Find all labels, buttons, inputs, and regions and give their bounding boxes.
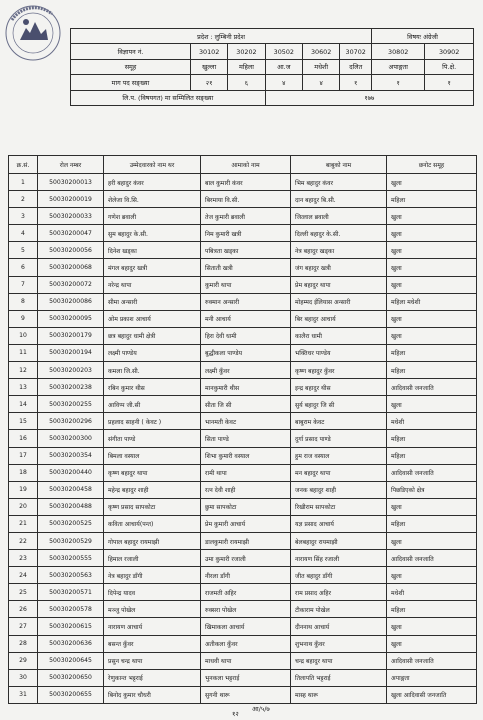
ad-number-cell: 30702	[340, 44, 372, 59]
serial-number-cell: 14	[9, 396, 38, 413]
roll-number-cell: 50030200033	[38, 208, 104, 225]
mother-name-cell: सीता जि सी	[201, 396, 291, 413]
candidate-name-cell: हिमाल रजाली	[104, 550, 201, 567]
roll-number-cell: 50030200203	[38, 362, 104, 379]
serial-number-cell: 3	[9, 208, 38, 225]
candidate-name-cell: सुम बहादुर के.सी.	[104, 225, 201, 242]
serial-number-cell: 24	[9, 567, 38, 584]
selection-group-cell: महिला	[387, 601, 477, 618]
selection-group-cell: आदिवासी जनजाति	[387, 464, 477, 481]
father-name-cell: बिर बहादुर आचार्य	[291, 310, 387, 327]
mother-name-cell: निम कुमारी खत्री	[201, 225, 291, 242]
roll-number-cell: 50030200255	[38, 396, 104, 413]
header-province-row	[71, 29, 474, 44]
mother-name-cell: मनी आचार्य	[201, 310, 291, 327]
roll-number-cell: 50030200571	[38, 584, 104, 601]
signature: आ/५/७	[252, 705, 270, 713]
candidate-name-cell: ओम प्रकाश आचार्य	[104, 310, 201, 327]
father-name-cell: राम प्रसाद अहिर	[291, 584, 387, 601]
mother-name-cell: रुक्सरा पोखेल	[201, 601, 291, 618]
selection-group-cell: महिला मधेशी	[387, 293, 477, 310]
serial-number-cell: 17	[9, 447, 38, 464]
column-header: आमाको नाम	[201, 156, 291, 174]
table-row	[9, 515, 477, 532]
posts-cell: ६	[228, 75, 265, 90]
candidate-name-cell: बसन्त कुँवर	[104, 635, 201, 652]
table-row	[9, 464, 477, 481]
mother-name-cell: सिताती खत्री	[201, 259, 291, 276]
header-ad-row	[71, 44, 474, 59]
mother-name-cell: छुमा सापकोटा	[201, 498, 291, 515]
table-row	[9, 532, 477, 549]
roll-number-cell: 50030200095	[38, 310, 104, 327]
roll-number-cell: 50030200655	[38, 686, 104, 703]
roll-number-cell: 50030200563	[38, 567, 104, 584]
mother-name-cell: हिरा देवी धामी	[201, 327, 291, 344]
column-header: उम्मेदवारको नाम थर	[104, 156, 201, 174]
roll-number-cell: 50030200650	[38, 669, 104, 686]
father-name-cell: कालैरा धामी	[291, 327, 387, 344]
father-name-cell: इन्द्र बहादुर थीस	[291, 379, 387, 396]
group-cell: अपाङ्गता	[372, 59, 425, 74]
table-row	[9, 362, 477, 379]
mother-name-cell: कुमारी थापा	[201, 276, 291, 293]
candidate-name-cell: कृष्ण बहादुर थापा	[104, 464, 201, 481]
selection-group-cell: खुला	[387, 567, 477, 584]
posts-label: माग पद सङ्ख्या	[71, 75, 191, 90]
candidate-name-cell: मञ्जु पोखेल	[104, 601, 201, 618]
roll-number-cell: 50030200013	[38, 174, 104, 191]
table-row	[9, 208, 477, 225]
mother-name-cell: खिमाकला आचार्य	[201, 618, 291, 635]
father-name-cell: टीकाराम पोखेल	[291, 601, 387, 618]
table-row	[9, 174, 477, 191]
serial-number-cell: 11	[9, 344, 38, 361]
father-name-cell: हुम राज वस्याल	[291, 447, 387, 464]
roll-number-cell: 50030200354	[38, 447, 104, 464]
mother-name-cell: रुक्मान अन्सारी	[201, 293, 291, 310]
mother-name-cell: बिरमाया वि.सी.	[201, 191, 291, 208]
father-name-cell: तिलापति भट्टराई	[291, 669, 387, 686]
table-row	[9, 259, 477, 276]
father-name-cell: जनक बहादुर शाही	[291, 481, 387, 498]
father-name-cell: बेलबहादुर रायमाझी	[291, 532, 387, 549]
father-name-cell: मास्ह थारू	[291, 686, 387, 703]
posts-cell: १	[425, 75, 474, 90]
selection-group-cell: महिला	[387, 447, 477, 464]
table-row	[9, 686, 477, 703]
serial-number-cell: 20	[9, 498, 38, 515]
serial-number-cell: 26	[9, 601, 38, 618]
mother-name-cell: राजमती अहिर	[201, 584, 291, 601]
serial-number-cell: 10	[9, 327, 38, 344]
roll-number-cell: 50030200645	[38, 652, 104, 669]
government-emblem-icon	[2, 2, 64, 64]
candidate-name-cell: गोपाल बहादुर रायमाझी	[104, 532, 201, 549]
father-name-cell: यज्ञ प्रसाद आचार्य	[291, 515, 387, 532]
candidate-name-cell: दिपेन्द्र यादव	[104, 584, 201, 601]
father-name-cell: भिम बहादुर कंवर	[291, 174, 387, 191]
selection-group-cell: महिला	[387, 344, 477, 361]
roll-number-cell: 50030200072	[38, 276, 104, 293]
father-name-cell: दान बहादुर बि.सी.	[291, 191, 387, 208]
column-header: क्र.सं.	[9, 156, 38, 174]
roll-number-cell: 50030200056	[38, 242, 104, 259]
candidate-name-cell: प्रसुन चन्द्र थापा	[104, 652, 201, 669]
table-row	[9, 498, 477, 515]
total-value: १७७	[265, 90, 473, 105]
roll-number-cell: 50030200300	[38, 430, 104, 447]
father-name-cell: नेत्र बहादुर खड्का	[291, 242, 387, 259]
serial-number-cell: 19	[9, 481, 38, 498]
roll-number-cell: 50030200194	[38, 344, 104, 361]
ad-number-cell: 30202	[228, 44, 265, 59]
table-header-row	[9, 156, 477, 174]
candidate-name-cell: कृष्ण प्रसाद सापकोटा	[104, 498, 201, 515]
father-name-cell: जीत बहादुर डाँगी	[291, 567, 387, 584]
table-row	[9, 669, 477, 686]
mother-name-cell: सिता पाण्डे	[201, 430, 291, 447]
table-row	[9, 413, 477, 430]
table-row	[9, 379, 477, 396]
mother-name-cell: शिभा कुमारी वस्याल	[201, 447, 291, 464]
ad-number-cell: 30502	[265, 44, 302, 59]
mother-name-cell: उमा कुमारी रजाली	[201, 550, 291, 567]
candidate-name-cell: नारायण आचार्य	[104, 618, 201, 635]
table-row	[9, 618, 477, 635]
selection-group-cell: अपाङ्गता	[387, 669, 477, 686]
candidate-name-cell: रेणुकान्त भट्टराई	[104, 669, 201, 686]
candidate-name-cell: शेलेजा वि.सि.	[104, 191, 201, 208]
subject-label: विषयः अंग्रेजी	[372, 29, 474, 44]
mother-name-cell: तेज कुमारी ब्रवाली	[201, 208, 291, 225]
selection-group-cell: आदिवासी जनजाति	[387, 379, 477, 396]
mother-name-cell: नीरला डाँगी	[201, 567, 291, 584]
selection-group-cell: खुला	[387, 208, 477, 225]
table-row	[9, 276, 477, 293]
father-name-cell: प्रेम बहादुर थापा	[291, 276, 387, 293]
selection-group-cell: मधेशी	[387, 413, 477, 430]
total-label: लि.प. (विषयगत) मा सम्मिलित सङ्ख्या	[71, 90, 266, 105]
candidate-name-cell: संगीता पाण्डे	[104, 430, 201, 447]
selection-group-cell: खुला	[387, 174, 477, 191]
table-row	[9, 191, 477, 208]
serial-number-cell: 5	[9, 242, 38, 259]
father-name-cell: जंग बहादुर खत्री	[291, 259, 387, 276]
father-name-cell: दिल्ली बहादुर के.सी.	[291, 225, 387, 242]
serial-number-cell: 22	[9, 532, 38, 549]
selection-group-cell: पिछडिएको क्षेत्र	[387, 481, 477, 498]
selection-group-cell: महिला	[387, 191, 477, 208]
candidate-name-cell: कविता आचार्य(पन्त)	[104, 515, 201, 532]
candidate-name-cell: लक्ष्मी पाण्डेय	[104, 344, 201, 361]
roll-number-cell: 50030200238	[38, 379, 104, 396]
selection-group-cell: खुला	[387, 259, 477, 276]
mother-name-cell: अतीकला कुँवर	[201, 635, 291, 652]
roll-number-cell: 50030200525	[38, 515, 104, 532]
candidate-name-cell: नरेन्द्र थापा	[104, 276, 201, 293]
header-total-row	[71, 90, 474, 105]
roll-number-cell: 50030200296	[38, 413, 104, 430]
ad-number-cell: 30602	[302, 44, 339, 59]
serial-number-cell: 18	[9, 464, 38, 481]
father-name-cell: भक्तिधर पाण्डेय	[291, 344, 387, 361]
roll-number-cell: 50030200615	[38, 618, 104, 635]
mother-name-cell: भुनकला भट्टराई	[201, 669, 291, 686]
serial-number-cell: 9	[9, 310, 38, 327]
selection-group-cell: आदिवासी जनजाति	[387, 652, 477, 669]
candidate-name-cell: रबिन कुमार थीस	[104, 379, 201, 396]
selection-group-cell: खुला	[387, 635, 477, 652]
selection-group-cell: खुला	[387, 618, 477, 635]
table-row	[9, 225, 477, 242]
roll-number-cell: 50030200440	[38, 464, 104, 481]
serial-number-cell: 16	[9, 430, 38, 447]
candidate-name-cell: प्रहलाद साहनी ( केवट )	[104, 413, 201, 430]
page-footer	[0, 707, 483, 720]
group-cell: पि.क्षे.	[425, 59, 474, 74]
table-row	[9, 550, 477, 567]
serial-number-cell: 13	[9, 379, 38, 396]
posts-cell: ४	[265, 75, 302, 90]
page-number: १२	[232, 710, 239, 718]
selection-group-cell: खुला	[387, 225, 477, 242]
mother-name-cell: पबित्रता खड्का	[201, 242, 291, 259]
selection-group-cell: खुला आदिवासी जनजाति	[387, 686, 477, 703]
roll-number-cell: 50030200019	[38, 191, 104, 208]
roll-number-cell: 50030200488	[38, 498, 104, 515]
group-cell: मधेशी	[302, 59, 339, 74]
serial-number-cell: 6	[9, 259, 38, 276]
roll-number-cell: 50030200555	[38, 550, 104, 567]
father-name-cell: बाबुराम केवट	[291, 413, 387, 430]
serial-number-cell: 21	[9, 515, 38, 532]
father-name-cell: मन बहादुर थापा	[291, 464, 387, 481]
serial-number-cell: 15	[9, 413, 38, 430]
father-name-cell: चन्द्र बहादुर थापा	[291, 652, 387, 669]
selection-group-cell: खुला	[387, 532, 477, 549]
posts-cell: २१	[190, 75, 227, 90]
father-name-cell: मोहम्मद ईलियास अन्सारी	[291, 293, 387, 310]
serial-number-cell: 12	[9, 362, 38, 379]
selection-group-cell: खुला	[387, 396, 477, 413]
table-row	[9, 396, 477, 413]
roll-number-cell: 50030200636	[38, 635, 104, 652]
table-row	[9, 447, 477, 464]
candidate-name-cell: कमला जि.सी.	[104, 362, 201, 379]
header-group-row	[71, 59, 474, 74]
selection-group-cell: महिला	[387, 430, 477, 447]
father-name-cell: शुभनाथ कुँवर	[291, 635, 387, 652]
group-cell: महिला	[228, 59, 265, 74]
roll-number-cell: 50030200529	[38, 532, 104, 549]
candidate-name-cell: महेन्द्र बहादुर शाही	[104, 481, 201, 498]
candidate-name-cell: बिमला वस्याल	[104, 447, 201, 464]
mother-name-cell: मानकुमारी थीस	[201, 379, 291, 396]
table-row	[9, 567, 477, 584]
father-name-cell: सुर्य बहादुर जि सी	[291, 396, 387, 413]
roll-number-cell: 50030200047	[38, 225, 104, 242]
mother-name-cell: माधवी थापा	[201, 652, 291, 669]
column-header: रोल नम्बर	[38, 156, 104, 174]
ad-number-cell: 30102	[190, 44, 227, 59]
roll-number-cell: 50030200578	[38, 601, 104, 618]
mother-name-cell: रामी थापा	[201, 464, 291, 481]
serial-number-cell: 25	[9, 584, 38, 601]
table-row	[9, 635, 477, 652]
table-row	[9, 430, 477, 447]
serial-number-cell: 28	[9, 635, 38, 652]
table-row	[9, 584, 477, 601]
selection-group-cell: महिला	[387, 515, 477, 532]
serial-number-cell: 2	[9, 191, 38, 208]
roll-number-cell: 50030200068	[38, 259, 104, 276]
candidate-name-cell: नेत्र बहादुर डाँगी	[104, 567, 201, 584]
serial-number-cell: 23	[9, 550, 38, 567]
selection-group-cell: खुला	[387, 276, 477, 293]
table-row	[9, 481, 477, 498]
selection-group-cell: खुला	[387, 327, 477, 344]
table-row	[9, 344, 477, 361]
selection-group-cell: खुला	[387, 498, 477, 515]
table-row	[9, 652, 477, 669]
posts-cell: ४	[302, 75, 339, 90]
vacancy-summary-table	[70, 28, 474, 106]
mother-name-cell: भानमती केवट	[201, 413, 291, 430]
mother-name-cell: सुगनी थारू	[201, 686, 291, 703]
header-posts-row	[71, 75, 474, 90]
roll-number-cell: 50030200179	[38, 327, 104, 344]
ad-number-cell: 30802	[372, 44, 425, 59]
selection-group-cell: खुला	[387, 242, 477, 259]
father-name-cell: दीननाथ आचार्य	[291, 618, 387, 635]
ad-number-label: विज्ञापन नं.	[71, 44, 191, 59]
father-name-cell: दुर्गा प्रसाद पाण्डे	[291, 430, 387, 447]
group-cell: दलित	[340, 59, 372, 74]
serial-number-cell: 30	[9, 669, 38, 686]
candidate-name-cell: आविप्प जी.सी	[104, 396, 201, 413]
posts-cell: १	[340, 75, 372, 90]
mother-name-cell: डालकुमारी रायमाझी	[201, 532, 291, 549]
mother-name-cell: लक्ष्मी कुँवर	[201, 362, 291, 379]
serial-number-cell: 29	[9, 652, 38, 669]
serial-number-cell: 4	[9, 225, 38, 242]
father-name-cell: कृष्ण बहादुर कुँवर	[291, 362, 387, 379]
table-row	[9, 293, 477, 310]
mother-name-cell: बुद्धीकला पाण्डेय	[201, 344, 291, 361]
posts-cell: १	[372, 75, 425, 90]
column-header: छनोट समूह	[387, 156, 477, 174]
selection-group-cell: महिला	[387, 362, 477, 379]
table-row	[9, 310, 477, 327]
table-row	[9, 601, 477, 618]
mother-name-cell: बाल कुमारी कंवर	[201, 174, 291, 191]
table-row	[9, 327, 477, 344]
table-row	[9, 242, 477, 259]
candidate-name-cell: गणेश ब्रवाली	[104, 208, 201, 225]
serial-number-cell: 27	[9, 618, 38, 635]
roll-number-cell: 50030200458	[38, 481, 104, 498]
group-cell: खुल्ला	[190, 59, 227, 74]
group-cell: आ.ज	[265, 59, 302, 74]
group-label: समूह	[71, 59, 191, 74]
roll-number-cell: 50030200086	[38, 293, 104, 310]
candidate-name-cell: दिनेश खड्का	[104, 242, 201, 259]
father-name-cell: जित्लाल ब्रवाली	[291, 208, 387, 225]
province-label: प्रदेश : लुम्बिनी प्रदेश	[71, 29, 372, 44]
selection-group-cell: आदिवासी जनजाति	[387, 550, 477, 567]
mother-name-cell: रत्न देवी शाही	[201, 481, 291, 498]
candidate-name-cell: मंगल बहादुर खत्री	[104, 259, 201, 276]
candidate-name-cell: सीमा अन्सारी	[104, 293, 201, 310]
serial-number-cell: 7	[9, 276, 38, 293]
father-name-cell: रिखीराम सापकोटा	[291, 498, 387, 515]
father-name-cell: नारायण सिंह रजाली	[291, 550, 387, 567]
candidate-name-cell: हरी बहादुर कंवर	[104, 174, 201, 191]
serial-number-cell: 1	[9, 174, 38, 191]
serial-number-cell: 31	[9, 686, 38, 703]
serial-number-cell: 8	[9, 293, 38, 310]
selection-group-cell: खुला	[387, 310, 477, 327]
candidate-table	[8, 155, 477, 704]
column-header: बाबुको नाम	[291, 156, 387, 174]
mother-name-cell: प्रेम कुमारी आचार्य	[201, 515, 291, 532]
selection-group-cell: मधेशी	[387, 584, 477, 601]
candidate-name-cell: बिनोद कुमार चौधरी	[104, 686, 201, 703]
candidate-name-cell: छत्र बहादुर धामी क्षेत्री	[104, 327, 201, 344]
ad-number-cell: 30902	[425, 44, 474, 59]
